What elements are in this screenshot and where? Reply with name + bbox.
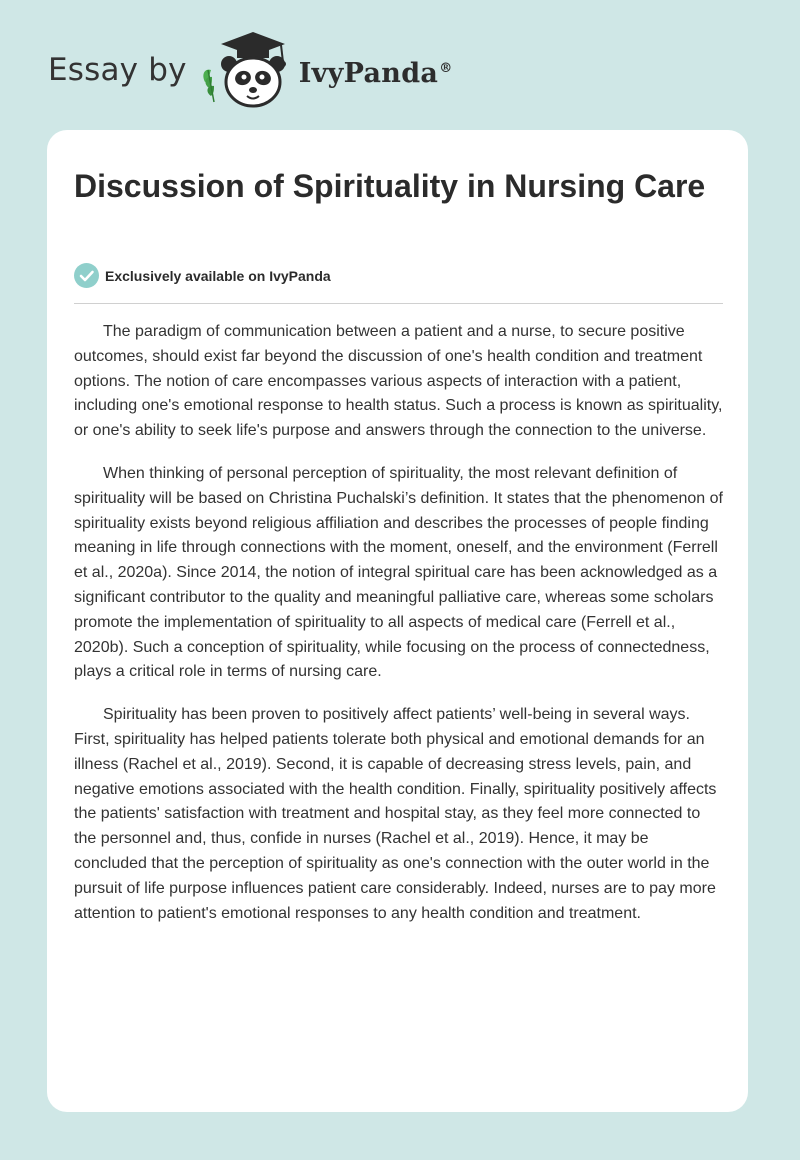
essay-body: [74, 320, 724, 944]
registered-mark: ®: [439, 60, 453, 76]
brand-logo-link[interactable]: [48, 30, 453, 110]
brand-name: [299, 58, 453, 89]
exclusive-badge-label: Exclusively available on IvyPanda: [105, 267, 331, 284]
panda-logo-icon: [199, 30, 297, 110]
brand-prefix: Essay by: [48, 52, 187, 88]
essay-card: [47, 130, 748, 1112]
paragraph: When thinking of personal perception of spirituality, the most relevant definition of spirituality will be based on Christina Puchalski’s definition. It states that the phenomenon of spirituality exists beyond religious affiliation and describes the processes of people finding meaning in life through connections with the moment, oneself, and the environment (Ferrell et al., 2020a). Since 2014, the notion of integral spiritual care has been acknowledged as a significant contributor to the quality and meaningful palliative care, whereas some scholars promote the implementation of spirituality to all aspects of medical care (Ferrell et al., 2020b). Such a conception of spirituality, while focusing on the process of connectedness, plays a critical role in terms of nursing care.: [74, 464, 723, 681]
page-title: Discussion of Spirituality in Nursing Care: [74, 168, 706, 204]
check-circle-icon: [74, 263, 99, 288]
brand-name-text: IvyPanda: [298, 57, 439, 89]
paragraph: Spirituality has been proven to positively affect patients’ well-being in several ways. First, spirituality has helped patients tolerate both physical and emotional demands for an illness (Rachel et al., 2019). Second, it is capable of decreasing stress levels, pain, and negative emotions associated with the health condition. Finally, spirituality positively affects the patients' satisfaction with treatment and hospital stay, as they feel more connected to the personnel and, thus, confide in nurses (Rachel et al., 2019). Hence, it may be concluded that the perception of spirituality as one's connection with the outer world in the pursuit of life purpose influences patient care considerably. Indeed, nurses are to pay more attention to patient's emotional responses to any health condition and treatment.: [74, 706, 717, 922]
divider: [74, 303, 723, 304]
paragraph: The paradigm of communication between a patient and a nurse, to secure positive outcomes, should exist far beyond the discussion of one's health condition and treatment options. The notion of care encompasses various aspects of interaction with a patient, including one's emotional response to health status. Such a process is known as spirituality, or one's ability to seek life's purpose and answers through the connection to the universe.: [74, 323, 723, 440]
exclusive-badge: [74, 263, 331, 288]
